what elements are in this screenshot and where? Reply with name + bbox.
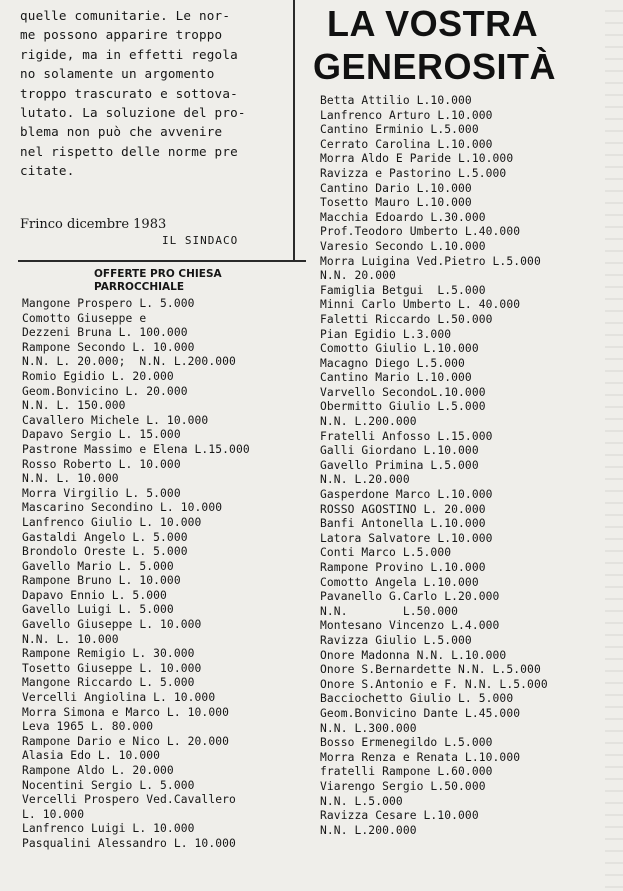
donor-entry: Pasqualini Alessandro L. 10.000 xyxy=(22,836,236,850)
donor-entry: Leva 1965 L. 80.000 xyxy=(22,720,154,734)
donor-entry: Pian Egidio L.3.000 xyxy=(320,327,452,341)
donor-entry: N.N. L.200.000 xyxy=(320,415,417,429)
intro-line: citate. xyxy=(20,163,75,179)
column-divider xyxy=(293,0,295,262)
donor-entry: Cantino Erminio L.5.000 xyxy=(320,123,479,137)
donor-entry: Morra Luigina Ved.Pietro L.5.000 xyxy=(320,254,541,268)
section-divider xyxy=(18,260,306,262)
donor-entry: Mangone Riccardo L. 5.000 xyxy=(22,676,195,690)
donor-entry: L. 10.000 xyxy=(22,807,85,821)
offerte-title-line: OFFERTE PRO CHIESA xyxy=(94,268,222,280)
donor-entry: Varvello SecondoL.10.000 xyxy=(320,385,486,399)
donor-entry: Morra Simona e Marco L. 10.000 xyxy=(22,705,230,719)
intro-line: lutato. La soluzione del pro- xyxy=(20,105,246,121)
donor-entry: Minni Carlo Umberto L. 40.000 xyxy=(320,298,521,312)
donor-entry: Gavello Giuseppe L. 10.000 xyxy=(22,618,202,632)
donor-entry: Rampone Secondo L. 10.000 xyxy=(22,340,195,354)
donor-entry: Gasperdone Marco L.10.000 xyxy=(320,488,493,502)
donor-entry: Pavanello G.Carlo L.20.000 xyxy=(320,590,500,604)
donor-entry: N.N. L.5.000 xyxy=(320,794,403,808)
intro-line: me possono apparire troppo xyxy=(20,27,223,43)
intro-line: troppo trascurato e sottova- xyxy=(20,85,238,101)
donor-entry: Morra Virgilio L. 5.000 xyxy=(22,486,181,500)
donor-entry: Latora Salvatore L.10.000 xyxy=(320,531,493,545)
donor-entry: Gavello Primina L.5.000 xyxy=(320,458,479,472)
donor-entry: Gavello Luigi L. 5.000 xyxy=(22,603,174,617)
donor-entry: Cantino Mario L.10.000 xyxy=(320,371,472,385)
donor-entry: Mangone Prospero L. 5.000 xyxy=(22,297,195,310)
donor-entry: Morra Aldo E Paride L.10.000 xyxy=(320,152,514,166)
donor-entry: Onore S.Bernardette N.N. L.5.000 xyxy=(320,663,541,677)
signature: IL SINDACO xyxy=(162,234,239,247)
donor-entry: Rampone Dario e Nico L. 20.000 xyxy=(22,734,230,748)
donor-entry: Macagno Diego L.5.000 xyxy=(320,356,465,370)
donor-entry: Brondolo Oreste L. 5.000 xyxy=(22,545,188,559)
donor-entry: Prof.Teodoro Umberto L.40.000 xyxy=(320,225,521,239)
donor-entry: Macchia Edoardo L.30.000 xyxy=(320,210,486,224)
donor-entry: Rampone Aldo L. 20.000 xyxy=(22,764,174,777)
donor-entry: Dezzeni Bruna L. 100.000 xyxy=(22,326,188,340)
donor-entry: fratelli Rampone L.60.000 xyxy=(320,765,493,779)
donor-entry: Banfi Antonella L.10.000 xyxy=(320,517,486,531)
donor-entry: Geom.Bonvicino L. 20.000 xyxy=(22,384,188,398)
donor-entry: Comotto Giulio L.10.000 xyxy=(320,342,479,356)
donor-entry: Rampone Provino L.10.000 xyxy=(320,561,486,574)
donor-entry: N.N. L. 20.000; N.N. L.200.000 xyxy=(22,355,236,369)
donor-entry: N.N. L. 150.000 xyxy=(22,399,126,413)
donor-entry: Comotto Giuseppe e xyxy=(22,311,147,325)
intro-line: blema non può che avvenire xyxy=(20,124,223,140)
headline-line: LA VOSTRA xyxy=(327,3,539,44)
donor-entry: Ravizza e Pastorino L.5.000 xyxy=(320,166,507,180)
donor-entry: Rampone Remigio L. 30.000 xyxy=(22,647,195,661)
donor-entry: Lanfrenco Luigi L. 10.000 xyxy=(22,822,195,836)
donor-entry: N.N. L.20.000 xyxy=(320,473,410,487)
donor-entry: Onore Madonna N.N. L.10.000 xyxy=(320,648,507,662)
donor-entry: Varesio Secondo L.10.000 xyxy=(320,239,486,253)
donor-entry: Pastrone Massimo e Elena L.15.000 xyxy=(22,442,250,456)
donor-entry: N.N. L. 10.000 xyxy=(22,632,119,646)
generosita-list xyxy=(320,94,615,838)
donor-entry: Cerrato Carolina L.10.000 xyxy=(320,137,493,151)
intro-line: no solamente un argomento xyxy=(20,66,215,82)
donor-entry: Rampone Bruno L. 10.000 xyxy=(22,574,181,588)
donor-entry: N.N. L. 10.000 xyxy=(22,472,119,486)
donor-entry: Gastaldi Angelo L. 5.000 xyxy=(22,530,188,544)
donor-entry: Conti Marco L.5.000 xyxy=(320,546,452,560)
donor-entry: Morra Renza e Renata L.10.000 xyxy=(320,750,521,764)
headline xyxy=(313,2,613,88)
intro-line: quelle comunitarie. Le nor- xyxy=(20,8,231,23)
donor-entry: Romio Egidio L. 20.000 xyxy=(22,369,174,383)
donor-entry: Vercelli Prospero Ved.Cavallero xyxy=(22,793,236,807)
donor-entry: Faletti Riccardo L.50.000 xyxy=(320,312,493,326)
donor-entry: Onore S.Antonio e F. N.N. L.5.000 xyxy=(320,677,548,691)
donor-entry: Lanfrenco Giulio L. 10.000 xyxy=(22,515,202,529)
intro-line: nel rispetto delle norme pre xyxy=(20,143,238,159)
donor-entry: Dapavo Sergio L. 15.000 xyxy=(22,428,181,442)
donor-entry: Bosso Ermenegildo L.5.000 xyxy=(320,736,493,750)
page-edge xyxy=(605,0,623,891)
offerte-title xyxy=(94,268,222,294)
donor-entry: Geom.Bonvicino Dante L.45.000 xyxy=(320,706,521,720)
donor-entry: Comotto Angela L.10.000 xyxy=(320,575,479,589)
offerte-list xyxy=(22,297,312,852)
donor-entry: Galli Giordano L.10.000 xyxy=(320,444,479,458)
date-line: Frinco dicembre 1983 xyxy=(20,217,167,232)
donor-entry: Nocentini Sergio L. 5.000 xyxy=(22,778,195,792)
donor-entry: ROSSO AGOSTINO L. 20.000 xyxy=(320,502,486,516)
donor-entry: Fratelli Anfosso L.15.000 xyxy=(320,429,493,443)
donor-entry: Rosso Roberto L. 10.000 xyxy=(22,457,181,471)
donor-entry: N.N. L.200.000 xyxy=(320,823,417,837)
donor-entry: Cavallero Michele L. 10.000 xyxy=(22,413,209,427)
donor-entry: Mascarino Secondino L. 10.000 xyxy=(22,501,223,515)
donor-entry: Alasia Edo L. 10.000 xyxy=(22,749,161,763)
headline-line: GENEROSITÀ xyxy=(313,46,557,87)
donor-entry: Viarengo Sergio L.50.000 xyxy=(320,779,486,793)
donor-entry: Famiglia Betgui L.5.000 xyxy=(320,283,486,297)
donor-entry: Ravizza Cesare L.10.000 xyxy=(320,809,479,823)
donor-entry: Cantino Dario L.10.000 xyxy=(320,181,472,195)
donor-entry: N.N. L.300.000 xyxy=(320,721,417,735)
donor-entry: Gavello Mario L. 5.000 xyxy=(22,559,174,573)
donor-entry: Tosetto Giuseppe L. 10.000 xyxy=(22,661,202,675)
donor-entry: Betta Attilio L.10.000 xyxy=(320,94,472,107)
donor-entry: Dapavo Ennio L. 5.000 xyxy=(22,588,167,602)
intro-line: rigide, ma in effetti regola xyxy=(20,46,238,62)
donor-entry: Vercelli Angiolina L. 10.000 xyxy=(22,691,216,705)
donor-entry: Lanfrenco Arturo L.10.000 xyxy=(320,108,493,122)
donor-entry: Ravizza Giulio L.5.000 xyxy=(320,633,472,647)
donor-entry: Obermitto Giulio L.5.000 xyxy=(320,400,486,414)
donor-entry: Montesano Vincenzo L.4.000 xyxy=(320,619,500,633)
intro-paragraph xyxy=(20,6,290,181)
donor-entry: Bacciochetto Giulio L. 5.000 xyxy=(320,692,514,706)
donor-entry: N.N. L.50.000 xyxy=(320,604,459,618)
offerte-title-line: PARROCCHIALE xyxy=(94,281,185,293)
donor-entry: Tosetto Mauro L.10.000 xyxy=(320,196,472,210)
donor-entry: N.N. 20.000 xyxy=(320,269,396,283)
